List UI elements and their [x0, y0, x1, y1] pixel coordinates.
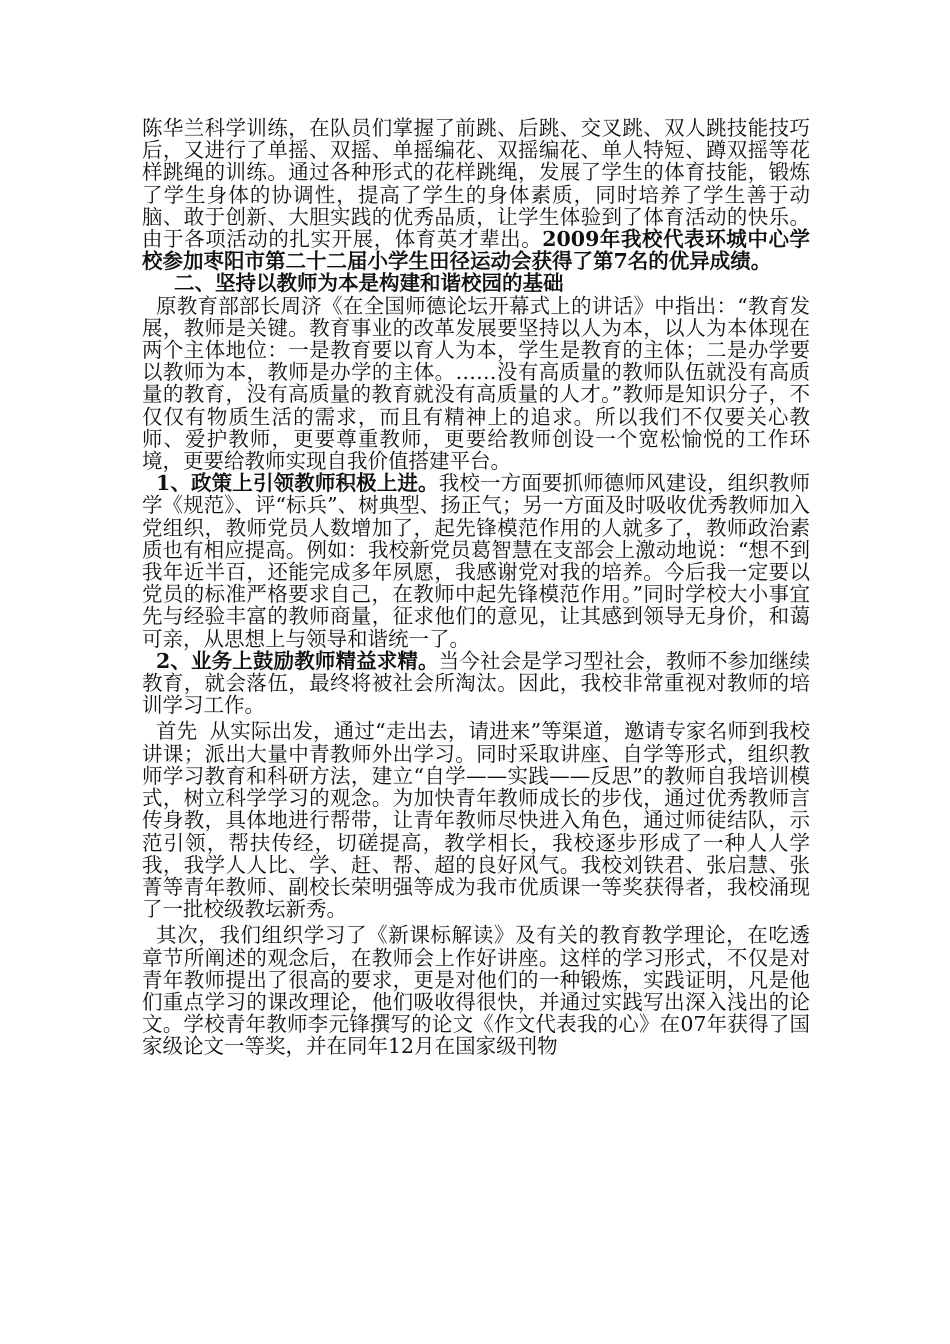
paragraph-quote: 原教育部部长周济《在全国师德论坛开幕式上的讲话》中指出：“教育发展，教师是关键。教育事业的改革发展要坚持以人为本，以人为本体现在两个主体地位：一是教育要以育人为本，学生是教育的主体；二是办学要以教师为本，教师是办学的主体。……没有高质量的教师队伍就没有高质量的教育，没有高质量的教育就没有高质量的人才。”教师是知识分子，不仅仅有物质生活的需求，而且有精神上的追求。所以我们不仅要关心教师、爱护教师，更要尊重教师，更要给教师创设一个宽松愉悦的工作环境，更要给教师实现自我价值搭建平台。: [142, 293, 810, 474]
paragraph-business: [142, 650, 810, 717]
paragraph-text: 我校一方面要抓师德师风建设，组织教师学《规范》、评“标兵”、树典型、扬正气；另一方面及时吸收优秀教师加入党组织，教师党员人数增加了，起先锋模范作用的人就多了，教师政治素质也有相应提高。例如：我校新党员葛智慧在支部会上激动地说：“想不到我年近半百，还能完成多年夙愿，我感谢党对我的培养。今后我一定要以党员的标准严格要求自己，在教师中起先锋模范作用。”同时学校大小事宜先与经验丰富的教师商量，征求他们的意见，让其感到领导无身价，和蔼可亲，从思想上与领导和谐统一了。: [142, 471, 811, 651]
document-body: [142, 117, 810, 1058]
paragraph-bold-achievement: 2009年我校代表环城中心学校参加枣阳市第二十二届小学生田径运动会获得了第7名的优异成绩。: [142, 227, 811, 274]
paragraph-lead: 首先: [156, 719, 198, 744]
paragraph-text: 当今社会是学习型社会，教师不参加继续教育，就会落伍，最终将被社会所淘汰。因此，我校非常重视对教师的培训学习工作。: [142, 648, 811, 718]
paragraph-first: [142, 720, 810, 920]
subheading-policy: 1、政策上引领教师积极上进。: [156, 471, 439, 496]
paragraph-policy: [142, 472, 810, 650]
subheading-business: 2、业务上鼓励教师精益求精。: [156, 648, 439, 673]
paragraph-sports-training: [142, 117, 810, 272]
paragraph-text: 从实际出发，通过“走出去，请进来”等渠道，邀请专家名师到我校讲课；派出大量中青教师外出学习。同时采取讲座、自学等形式，组织教师学习教育和科研方法，建立“自学——实践——反思”的教师自我培训模式，树立科学学习的观念。为加快青年教师成长的步伐，通过优秀教师言传身教，具体地进行帮带，让青年教师尽快进入角色，通过师徒结队，示范引领，帮扶传经，切磋提高，教学相长，我校逐步形成了一种人人学我，我学人人比、学、赶、帮、超的良好风气。我校刘铁君、张启慧、张菁等青年教师、副校长荣明强等成为我市优质课一等奖获得者，我校涌现了一批校级教坛新秀。: [142, 719, 811, 922]
paragraph-second: 其次，我们组织学习了《新课标解读》及有关的教育教学理论，在吃透章节所阐述的观念后，在教师会上作好讲座。这样的学习形式，不仅是对青年教师提出了很高的要求，更是对他们的一种锻炼，实践证明，凡是他们重点学习的课改理论，他们吸收得很快，并通过实践写出深入浅出的论文。学校青年教师李元锋撰写的论文《作文代表我的心》在07年获得了国家级论文一等奖，并在同年12月在国家级刊物: [142, 923, 810, 1059]
section-heading: 二、坚持以教师为本是构建和谐校园的基础: [174, 271, 564, 296]
paragraph-text: 陈华兰科学训练，在队员们掌握了前跳、后跳、交叉跳、双人跳技能技巧后，又进行了单摇、双摇、单摇编花、双摇编花、单人特短、蹲双摇等花样跳绳的训练。通过各种形式的花样跳绳，发展了学生的体育技能，锻炼了学生身体的协调性，提高了学生的身体素质，同时培养了学生善于动脑、敢于创新、大胆实践的优秀品质，让学生体验到了体育活动的快乐。由于各项活动的扎实开展，体育英才辈出。: [142, 116, 810, 252]
